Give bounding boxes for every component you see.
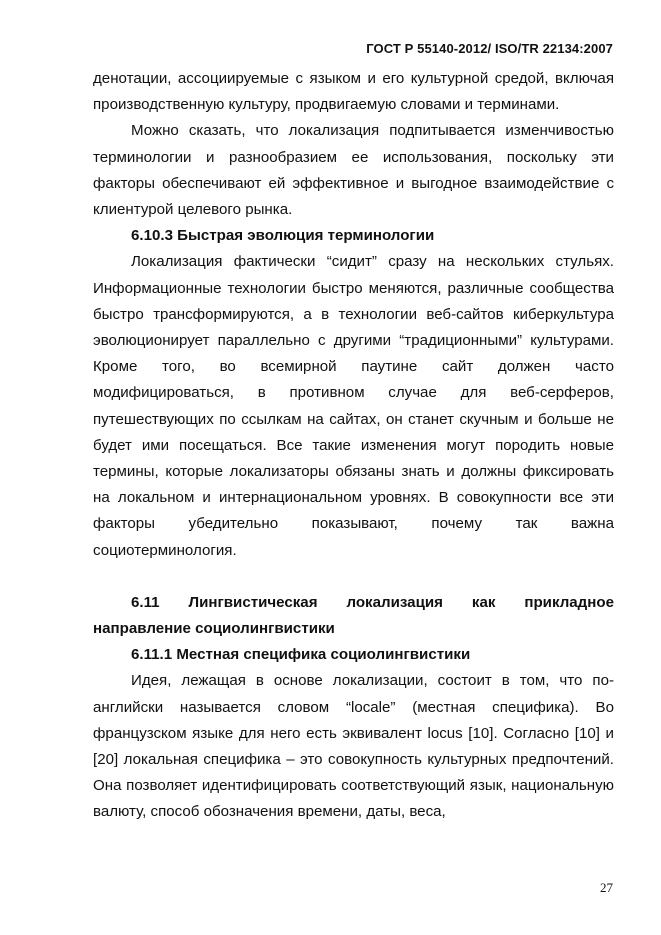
standard-header: ГОСТ Р 55140-2012/ ISO/TR 22134:2007 [366, 41, 613, 56]
section-heading-6-10-3: 6.10.3 Быстрая эволюция терминологии [131, 227, 435, 245]
paragraph-locale: Идея, лежащая в основе локализации, состоит в том, что по-английски называется словом “locale” (местная специфика). Во французском языке для него есть эквивалент locus [10]. Согласно [10] и [20] локальная специфика – это совокупность культурных предпочтений. Она позволяет идентифицировать соответствующий язык, национальную валюту, способ обозначения времени, даты, веса, [93, 672, 614, 821]
section-heading-6-11-1: 6.11.1 Местная специфика социолингвистики [131, 646, 471, 664]
section-spacer [93, 564, 614, 590]
paragraph-continuation: денотации, ассоциируемые с языком и его культурной средой, включая производственную культуру, продвигаемую словами и терминами. [93, 70, 614, 114]
document-body [93, 66, 614, 826]
paragraph-rapid-evolution: Локализация фактически “сидит” сразу на нескольких стульях. Информационные технологии быстро меняются, различные сообщества быстро трансформируются, а в технологии веб-сайтов киберкультура эволюционирует параллельно с другими “традиционными” культурами. Кроме того, во всемирной паутине сайт должен часто модифицироваться, в противном случае для веб-серферов, путешествующих по ссылкам на сайтах, он станет скучным и больше не будет ими посещаться. Все такие изменения могут породить новые термины, которые локализаторы обязаны знать и должны фиксировать на локальном и интернациональном уровнях. В совокупности все эти факторы убедительно показывают, почему так важна социотерминология. [93, 253, 614, 559]
section-heading-6-11: 6.11 Лингвистическая локализация как прикладное направление социолингвистики [93, 593, 614, 638]
page-number: 27 [600, 880, 613, 895]
paragraph-localization-terminology: Можно сказать, что локализация подпитывается изменчивостью терминологии и разнообразием ее использования, поскольку эти факторы обеспечивают ей эффективное и выгодное взаимодействие с клиентурой целевого рынка. [93, 122, 614, 219]
